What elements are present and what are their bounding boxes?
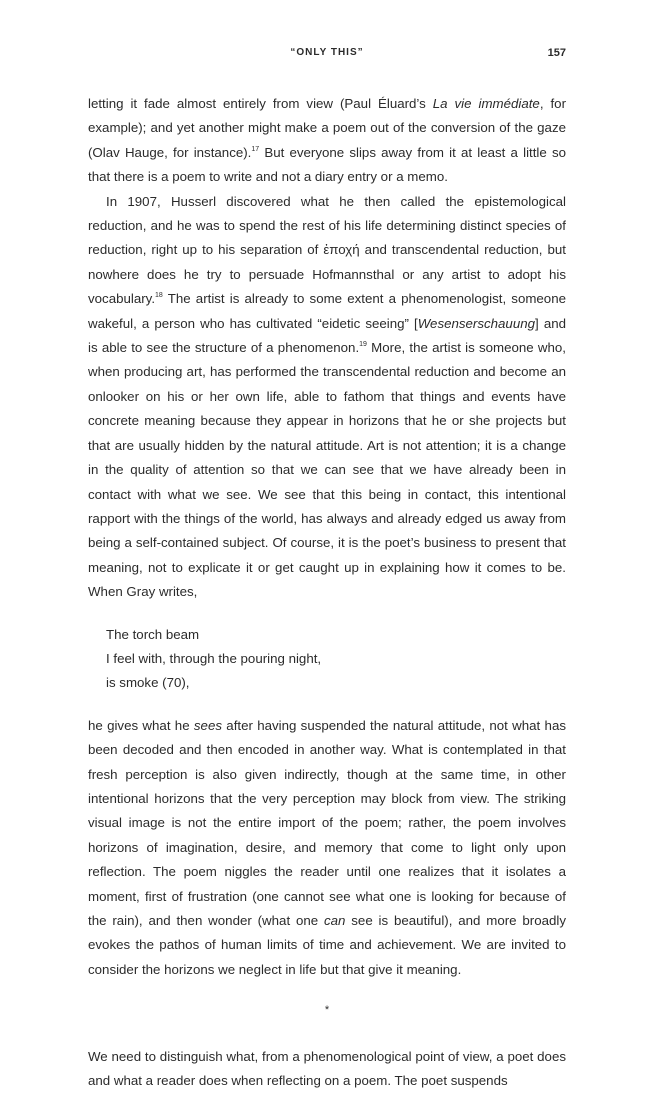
verse-line: The torch beam <box>106 626 200 642</box>
verse-quotation <box>106 623 566 696</box>
text-run: see is beautiful), and more broadly evokes the pathos of human limits of time and achievement. We are invited to consider the horizons we neglect in life but that give it meaning. <box>88 913 566 977</box>
paragraph-husserl <box>88 190 566 605</box>
italic-word: can <box>324 913 346 928</box>
italic-term: Wesenserschauung <box>417 315 536 331</box>
section-separator: * <box>324 1004 330 1017</box>
italic-title: La vie immédiate <box>432 96 540 111</box>
text-run: The artist is already to some extent a phenomenologist, someone wakeful, a person who has cultivated “eidetic seeing” [ <box>88 291 566 331</box>
verse-line: is smoke (70), <box>106 675 190 691</box>
footnote-ref[interactable]: 19 <box>359 341 367 349</box>
running-head <box>88 47 566 63</box>
text-run: We need to distinguish what, from a phenomenological point of view, a poet does and what a reader does when reflecting on a poem. The poet suspends <box>88 1048 566 1089</box>
text-run: But everyone slips away from it at least a little so that there is a poem to write and not a diary entry or a memo. <box>88 144 566 185</box>
italic-word: sees <box>193 717 222 733</box>
paragraph-new-section <box>88 1045 566 1093</box>
text-run: , for example); and yet another might make a poem out of the conversion of the gaze (Olav Hauge, for instance). <box>88 96 567 160</box>
paragraph-gray-analysis <box>88 714 566 982</box>
footnote-ref[interactable]: 17 <box>251 145 260 153</box>
verse-line: I feel with, through the pouring night, <box>106 650 322 666</box>
text-run: More, the artist is someone who, when producing art, has performed the transcendental reduction and become an onlooker on his or her own life, able to fathom that things and events have concrete meaning because they appear in horizons that he or she projects but that are usually hidden by the natural attitude. Art is not attention; it is a change in the quality of attention so that we can see that we have already been in contact with what we see. We see that this being in contact, this intentional rapport with the things of the world, has always and already edged us away from being a self-contained subject. Of course, it is the poet’s business to present that meaning, not to explicate it or get caught up in explaining how it comes to be. When Gray writes, <box>88 340 566 600</box>
footnote-ref[interactable]: 18 <box>155 292 163 300</box>
running-title: “ONLY THIS” <box>290 47 364 58</box>
text-run: after having suspended the natural attitude, not what has been decoded and then encoded in another way. What is contemplated in that fresh perception is also given indirectly, though at the same time, in other intentional horizons that the very perception may block from view. The striking visual image is not the entire import of the poem; rather, the poem involves horizons of imagination, desire, and memory that come to light only upon reflection. The poem niggles the reader until one realizes that it isolates a moment, first of frustration (one cannot see what one is looking for because of the rain), and then wonder (what one <box>88 717 566 928</box>
text-run: letting it fade almost entirely from view (Paul Éluard’s <box>88 96 433 111</box>
text-run: he gives what he <box>88 717 194 733</box>
page-number: 157 <box>547 47 566 59</box>
text-run: ] and is able to see the structure of a phenomenon. <box>88 315 567 356</box>
text-run: In 1907, Husserl discovered what he then called the epistemological reduction, and he was to spend the rest of his life determining distinct species of reduction, right up to his separation of ἐποχή and transcendental reduction, but nowhere does he try to persuade Hofmannsthal or any artist to adopt his vocabulary. <box>88 193 566 307</box>
body-text <box>88 92 566 1093</box>
paragraph-continuation <box>88 92 566 190</box>
